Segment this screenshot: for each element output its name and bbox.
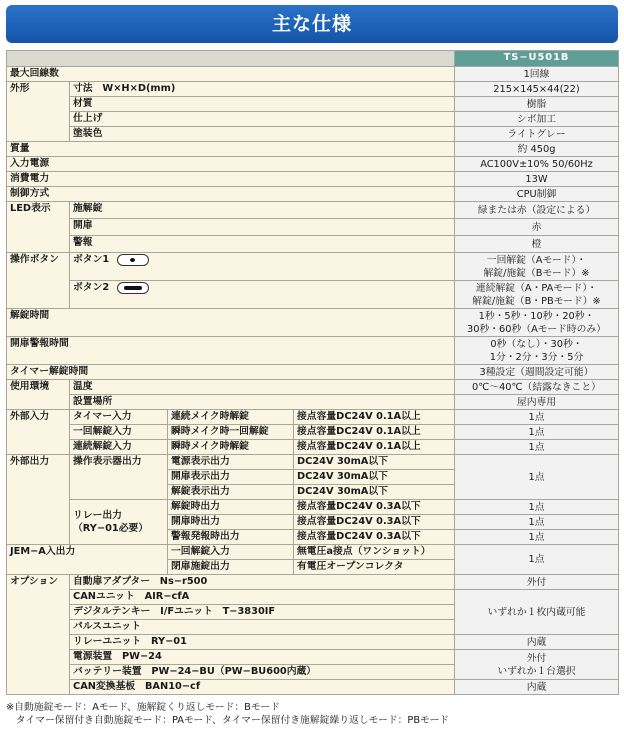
relay-count: 1点 bbox=[455, 500, 619, 515]
value-finish: シボ加工 bbox=[455, 112, 619, 127]
row-power-use bbox=[7, 172, 619, 187]
row-control bbox=[7, 187, 619, 202]
label-options: オプション bbox=[7, 575, 70, 695]
value-power-input: AC100V±10% 50/60Hz bbox=[455, 157, 619, 172]
label-display-output: 操作表示器出力 bbox=[70, 455, 168, 500]
value-dimensions: 215×145×44(22) bbox=[455, 82, 619, 97]
ext-in-rating: 接点容量DC24V 0.1A以上 bbox=[294, 440, 455, 455]
row-max-lines bbox=[7, 67, 619, 82]
row-power-in bbox=[7, 157, 619, 172]
ext-in-function: 瞬時メイク時一回解錠 bbox=[168, 425, 294, 440]
relay-rating: 接点容量DC24V 0.3A以下 bbox=[294, 500, 455, 515]
label-finish: 仕上げ bbox=[70, 112, 455, 127]
ext-in-rating: 接点容量DC24V 0.1A以上 bbox=[294, 410, 455, 425]
ext-in-count: 1点 bbox=[455, 410, 619, 425]
ext-in-count: 1点 bbox=[455, 425, 619, 440]
ext-in-name: 連続解錠入力 bbox=[70, 440, 168, 455]
value-button2: 連続解錠（A・PAモード）・ 解錠/施錠（B・PBモード）※ bbox=[455, 281, 619, 309]
row-opt-relay-unit bbox=[7, 635, 619, 650]
option-auto-door: 自動扉アダプター Ns−r500 bbox=[70, 575, 455, 590]
option-battery: バッテリー装置 PW−24−BU（PW−BU600内蔵） bbox=[70, 665, 455, 680]
row-opt-can-unit bbox=[7, 590, 619, 605]
label-buttons: 操作ボタン bbox=[7, 253, 70, 309]
row-mass bbox=[7, 142, 619, 157]
label-relay-output: リレー出力 （RY−01必要） bbox=[70, 500, 168, 545]
label-outline: 外形 bbox=[7, 82, 70, 142]
option-can-converter: CAN変換基板 BAN10−cf bbox=[70, 680, 455, 695]
row-env-place bbox=[7, 395, 619, 410]
jema-rating: 無電圧a接点（ワンショット） bbox=[294, 545, 455, 560]
label-power-consumption: 消費電力 bbox=[7, 172, 455, 187]
row-open-alarm-time bbox=[7, 337, 619, 365]
relay-function: 解錠時出力 bbox=[168, 500, 294, 515]
row-outline-finish bbox=[7, 112, 619, 127]
value-auto-door: 外付 bbox=[455, 575, 619, 590]
row-led-lock bbox=[7, 202, 619, 219]
row-timer-unlock bbox=[7, 365, 619, 380]
row-relay-1 bbox=[7, 500, 619, 515]
relay-count: 1点 bbox=[455, 515, 619, 530]
relay-rating: 接点容量DC24V 0.3A以下 bbox=[294, 530, 455, 545]
label-unlock-time: 解錠時間 bbox=[7, 309, 455, 337]
ext-out-function: 解錠表示出力 bbox=[168, 485, 294, 500]
display-output-count: 1点 bbox=[455, 455, 619, 500]
value-paint-color: ライトグレー bbox=[455, 127, 619, 142]
relay-rating: 接点容量DC24V 0.3A以下 bbox=[294, 515, 455, 530]
ext-out-rating: DC24V 30mA以下 bbox=[294, 470, 455, 485]
value-button1: 一回解錠（Aモード）・ 解錠/施錠（Bモード）※ bbox=[455, 253, 619, 281]
value-install-place: 屋内専用 bbox=[455, 395, 619, 410]
option-power-device: 電源装置 PW−24 bbox=[70, 650, 455, 665]
button1-dot-icon bbox=[117, 254, 149, 266]
relay-function: 警報発報時出力 bbox=[168, 530, 294, 545]
value-led-open: 赤 bbox=[455, 219, 619, 236]
ext-out-rating: DC24V 30mA以下 bbox=[294, 455, 455, 470]
value-control: CPU制御 bbox=[455, 187, 619, 202]
row-ext-in-3 bbox=[7, 440, 619, 455]
ext-in-count: 1点 bbox=[455, 440, 619, 455]
row-ext-in-1 bbox=[7, 410, 619, 425]
row-led-alarm bbox=[7, 236, 619, 253]
ext-in-name: 一回解錠入力 bbox=[70, 425, 168, 440]
label-control: 制御方式 bbox=[7, 187, 455, 202]
value-open-alarm-time: 0秒（なし）・30秒・ 1分・2分・3分・5分 bbox=[455, 337, 619, 365]
jema-function: 一回解錠入力 bbox=[168, 545, 294, 560]
row-opt-power bbox=[7, 650, 619, 665]
row-outline-dim bbox=[7, 82, 619, 97]
jema-function: 閉扉施錠出力 bbox=[168, 560, 294, 575]
row-outline-color bbox=[7, 127, 619, 142]
label-power-input: 入力電源 bbox=[7, 157, 455, 172]
ext-in-rating: 接点容量DC24V 0.1A以上 bbox=[294, 425, 455, 440]
label-material: 材質 bbox=[70, 97, 455, 112]
label-environment: 使用環境 bbox=[7, 380, 70, 410]
value-unlock-time: 1秒・5秒・10秒・20秒・ 30秒・60秒（Aモード時のみ） bbox=[455, 309, 619, 337]
ext-in-function: 瞬時メイク時解錠 bbox=[168, 440, 294, 455]
relay-count: 1点 bbox=[455, 530, 619, 545]
value-temperature: 0℃〜40℃（結露なきこと） bbox=[455, 380, 619, 395]
value-led-lock: 緑または赤（設定による） bbox=[455, 202, 619, 219]
label-install-place: 設置場所 bbox=[70, 395, 455, 410]
ext-out-function: 電源表示出力 bbox=[168, 455, 294, 470]
value-max-lines: 1回線 bbox=[455, 67, 619, 82]
label-max-lines: 最大回線数 bbox=[7, 67, 455, 82]
label-button2: ボタン2 bbox=[70, 281, 455, 309]
row-env-temp bbox=[7, 380, 619, 395]
row-ext-in-2 bbox=[7, 425, 619, 440]
label-external-input: 外部入力 bbox=[7, 410, 70, 455]
label-open-alarm-time: 開扉警報時間 bbox=[7, 337, 455, 365]
label-dimensions: 寸法 W×H×D(mm) bbox=[70, 82, 455, 97]
ext-in-name: タイマー入力 bbox=[70, 410, 168, 425]
value-external-one: 外付 いずれか１台選択 bbox=[455, 650, 619, 680]
value-internal-one: いずれか１枚内蔵可能 bbox=[455, 590, 619, 635]
row-button2 bbox=[7, 281, 619, 309]
option-relay-unit: リレーユニット RY−01 bbox=[70, 635, 455, 650]
model-name: TS−U501B bbox=[455, 51, 619, 67]
row-unlock-time bbox=[7, 309, 619, 337]
label-button1: ボタン1 bbox=[70, 253, 455, 281]
label-paint-color: 塗装色 bbox=[70, 127, 455, 142]
row-button1 bbox=[7, 253, 619, 281]
row-jema-1 bbox=[7, 545, 619, 560]
value-power-consumption: 13W bbox=[455, 172, 619, 187]
jema-rating: 有電圧オープンコレクタ bbox=[294, 560, 455, 575]
label-timer-unlock: タイマー解錠時間 bbox=[7, 365, 455, 380]
value-relay-unit: 内蔵 bbox=[455, 635, 619, 650]
label-temperature: 温度 bbox=[70, 380, 455, 395]
ext-out-rating: DC24V 30mA以下 bbox=[294, 485, 455, 500]
label-mass: 質量 bbox=[7, 142, 455, 157]
row-ext-out-1 bbox=[7, 455, 619, 470]
ext-out-function: 開扉表示出力 bbox=[168, 470, 294, 485]
option-pulse-unit: パルスユニット bbox=[70, 620, 455, 635]
spec-table bbox=[6, 50, 619, 695]
row-opt-auto-door bbox=[7, 575, 619, 590]
ext-in-function: 連続メイク時解錠 bbox=[168, 410, 294, 425]
button2-bar-icon bbox=[117, 282, 149, 294]
relay-function: 開扉時出力 bbox=[168, 515, 294, 530]
option-tenkey: デジタルテンキー I/Fユニット T−3830IF bbox=[70, 605, 455, 620]
value-led-alarm: 橙 bbox=[455, 236, 619, 253]
value-can-converter: 内蔵 bbox=[455, 680, 619, 695]
page-title: 主な仕様 bbox=[6, 5, 618, 43]
header-row bbox=[7, 51, 619, 67]
label-led-lock: 施解錠 bbox=[70, 202, 455, 219]
value-timer-unlock: 3種設定（週間設定可能） bbox=[455, 365, 619, 380]
row-outline-material bbox=[7, 97, 619, 112]
label-led: LED表示 bbox=[7, 202, 70, 253]
value-material: 樹脂 bbox=[455, 97, 619, 112]
value-mass: 約 450g bbox=[455, 142, 619, 157]
row-opt-can-conv bbox=[7, 680, 619, 695]
label-external-output: 外部出力 bbox=[7, 455, 70, 545]
label-jema-io: JEM−A入出力 bbox=[7, 545, 168, 575]
jema-count: 1点 bbox=[455, 545, 619, 575]
label-led-alarm: 警報 bbox=[70, 236, 455, 253]
label-led-open: 開扉 bbox=[70, 219, 455, 236]
row-led-open bbox=[7, 219, 619, 236]
footnote-mode-pa-pb: タイマー保留付き自動施錠モード：PAモード、タイマー保留付き施解錠繰り返しモード：PBモード bbox=[6, 715, 450, 726]
option-can-unit: CANユニット AIR−cfA bbox=[70, 590, 455, 605]
footnote-mode-ab: ※自動施錠モード：Aモード、施解錠くり返しモード：Bモード bbox=[6, 702, 280, 713]
header-blank bbox=[7, 51, 455, 67]
